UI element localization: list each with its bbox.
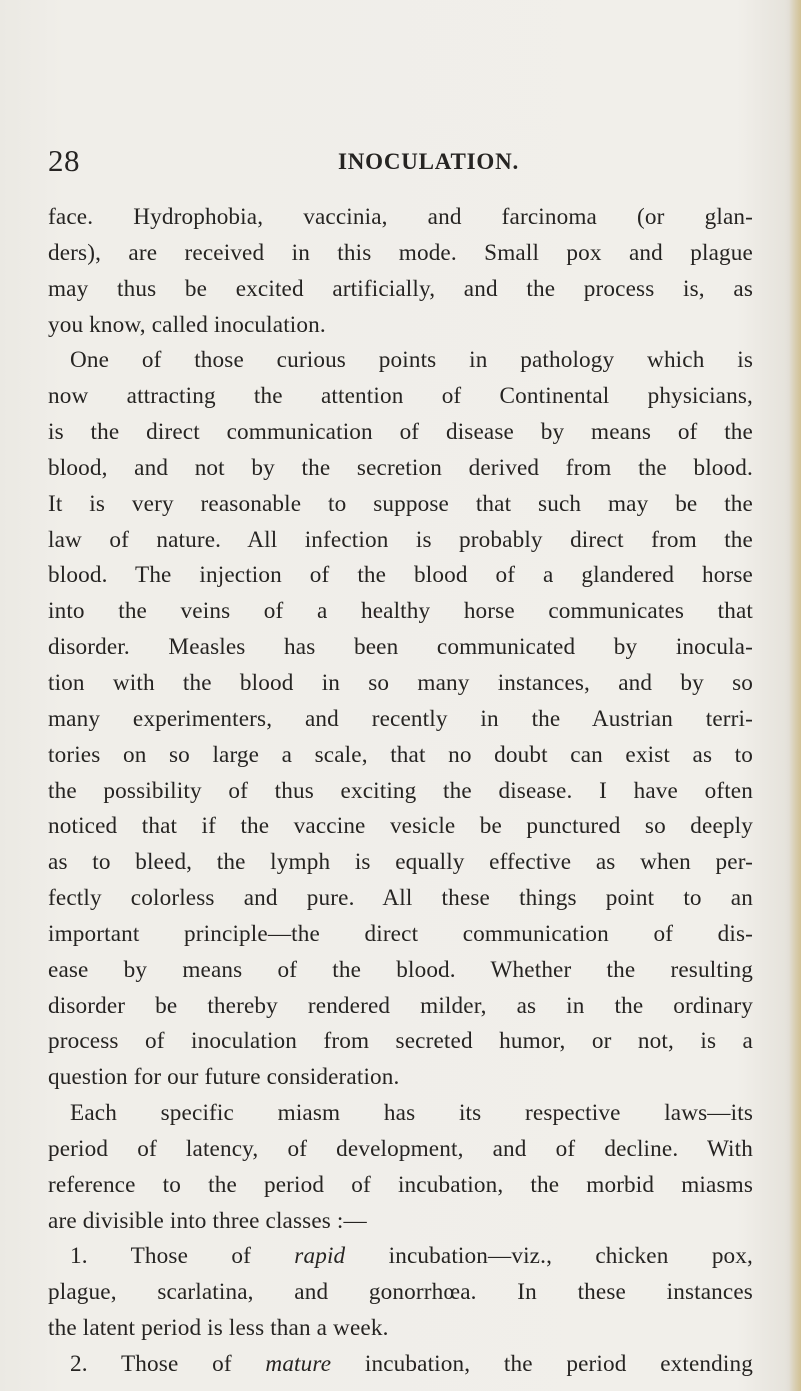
- text-line: the possibility of thus exciting the disease. I have often: [48, 777, 753, 804]
- text-line: noticed that if the vaccine vesicle be punctured so deeply: [48, 813, 753, 840]
- text-line: the latent period is less than a week.: [48, 1315, 389, 1342]
- text-line: into the veins of a healthy horse communicates that: [48, 598, 753, 625]
- text-line: fectly colorless and pure. All these things point to an: [48, 885, 753, 912]
- text-line: One of those curious points in pathology which is: [70, 347, 753, 374]
- page-edge-shadow: [789, 0, 801, 1391]
- text-line: may thus be excited artificially, and the process is, as: [48, 275, 753, 302]
- text-line: is the direct communication of disease by means of the: [48, 419, 753, 446]
- body-text: [48, 200, 753, 1383]
- text-line: many experimenters, and recently in the Austrian terri-: [48, 705, 753, 732]
- text-line: It is very reasonable to suppose that such may be the: [48, 490, 753, 517]
- page-number: 28: [48, 143, 80, 178]
- page-header: [48, 143, 691, 179]
- text-line: question for our future consideration.: [48, 1064, 400, 1091]
- text-line: period of latency, of development, and of decline. With: [48, 1135, 753, 1162]
- text-line: reference to the period of incubation, the morbid miasms: [48, 1171, 753, 1198]
- text-line: as to bleed, the lymph is equally effective as when per-: [48, 849, 753, 876]
- running-head: INOCULATION.: [338, 149, 520, 174]
- text-line: now attracting the attention of Continental physicians,: [48, 383, 753, 410]
- text-line: face. Hydrophobia, vaccinia, and farcinoma (or glan-: [48, 204, 753, 230]
- text-line: blood, and not by the secretion derived from the blood.: [48, 454, 753, 481]
- text-run: incubation—viz., chicken pox,: [345, 1243, 753, 1270]
- text-line: disorder. Measles has been communicated by inocula-: [48, 634, 753, 661]
- text-line: disorder be thereby rendered milder, as in the ordinary: [48, 992, 753, 1019]
- text-run: 2. Those of: [70, 1351, 266, 1377]
- emphasis-word: mature: [265, 1351, 332, 1377]
- text-line: process of inoculation from secreted humor, or not, is a: [48, 1028, 753, 1055]
- text-line: you know, called inoculation.: [48, 311, 326, 338]
- text-line: plague, scarlatina, and gonorrhœa. In these instances: [48, 1279, 753, 1306]
- text-line: tories on so large a scale, that no doubt can exist as to: [48, 741, 753, 768]
- text-line: Each specific miasm has its respective laws—its: [70, 1100, 753, 1127]
- text-line: ease by means of the blood. Whether the resulting: [48, 956, 753, 983]
- text-line: [48, 1239, 753, 1275]
- emphasis-word: rapid: [294, 1243, 346, 1270]
- text-line: law of nature. All infection is probably direct from the: [48, 526, 753, 553]
- text-line: tion with the blood in so many instances, and by so: [48, 669, 753, 696]
- text-line: ders), are received in this mode. Small pox and plague: [48, 239, 753, 266]
- text-line: are divisible into three classes :—: [48, 1207, 367, 1234]
- text-run: incubation, the period extending: [331, 1351, 753, 1377]
- text-run: 1. Those of: [70, 1243, 295, 1270]
- text-line: [48, 1347, 753, 1383]
- text-line: blood. The injection of the blood of a glandered horse: [48, 562, 753, 589]
- text-line: important principle—the direct communication of dis-: [48, 920, 753, 947]
